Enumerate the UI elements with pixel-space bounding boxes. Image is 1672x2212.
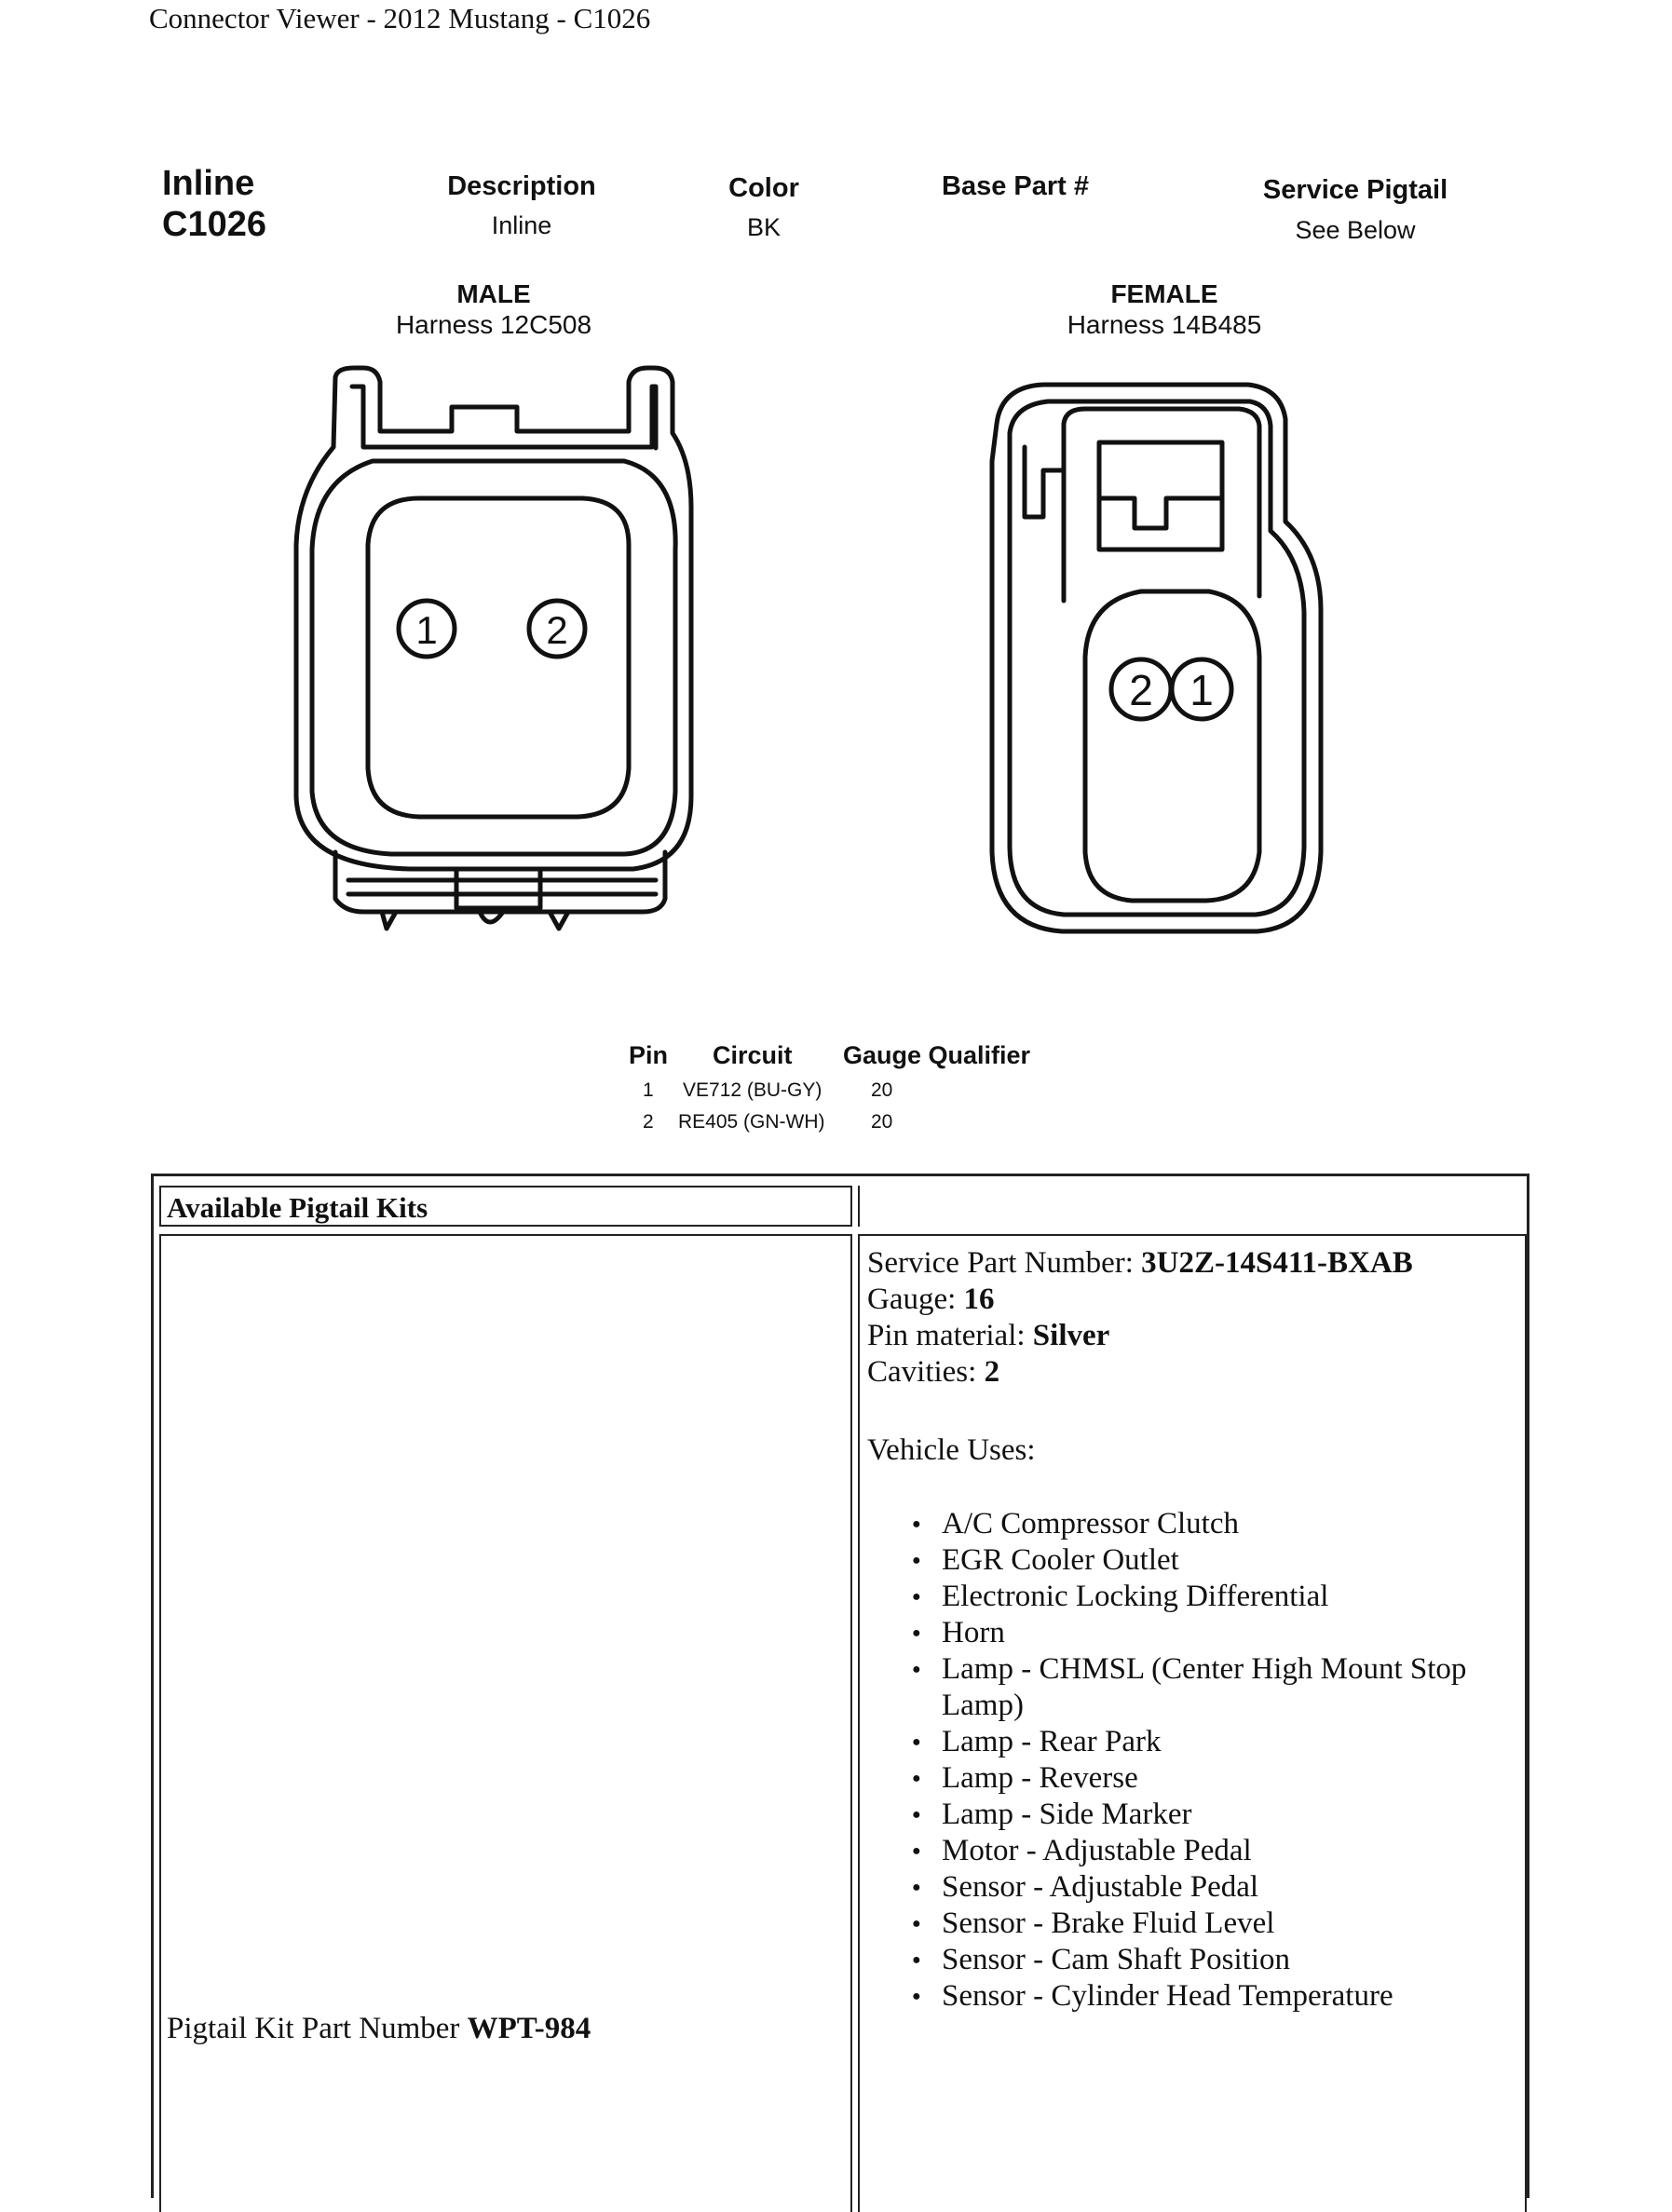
female-latch-tooth — [1099, 498, 1222, 528]
pigtail-kit-pn-value: WPT-984 — [467, 2012, 591, 2045]
list-item: ● Lamp - Rear Park — [912, 1724, 1517, 1760]
pigtail-kits-header-cell — [159, 1186, 852, 1227]
pigtail-kit-left-cell — [159, 1234, 852, 2212]
pin-row-2-circuit: RE405 (GN-WH) — [678, 1111, 825, 1133]
female-left-notch — [1025, 447, 1064, 517]
service-part-label: Service Part Number: — [867, 1246, 1142, 1280]
cavities-line — [867, 1354, 1413, 1391]
female-pin-1-label: 1 — [1189, 666, 1214, 714]
female-pin-2-label: 2 — [1129, 666, 1153, 714]
list-item: ● Lamp - Side Marker — [912, 1797, 1517, 1833]
male-label: MALE — [456, 279, 531, 308]
male-bottom-tab — [456, 869, 540, 908]
list-item: ● Sensor - Cylinder Head Temperature — [912, 1978, 1517, 2015]
male-pin-pocket — [368, 498, 629, 817]
gauge-label: Gauge: — [867, 1282, 964, 1316]
circuit-header: Circuit — [713, 1041, 793, 1069]
list-item: ● A/C Compressor Clutch — [912, 1506, 1517, 1542]
pin-row-1-gauge: 20 — [871, 1079, 893, 1101]
list-item: ● Lamp - CHMSL (Center High Mount Stop Lamp) — [912, 1651, 1517, 1724]
female-connector-diagram — [978, 368, 1332, 945]
list-item: ● EGR Cooler Outlet — [912, 1542, 1517, 1579]
list-item: ● Motor - Adjustable Pedal — [912, 1833, 1517, 1869]
pin-material-label: Pin material: — [867, 1319, 1033, 1352]
cavities-value: 2 — [984, 1355, 1000, 1389]
color-label: Color — [728, 173, 799, 203]
description-value: Inline — [491, 211, 552, 239]
male-pin-1-label: 1 — [415, 608, 438, 652]
female-pin-pocket — [1085, 591, 1259, 901]
female-latch-frame — [1064, 409, 1259, 596]
pigtail-kits-title: Available Pigtail Kits — [167, 1191, 428, 1224]
pin-material-line — [867, 1318, 1413, 1354]
pin-row-1-circuit: VE712 (BU-GY) — [683, 1079, 822, 1101]
pigtail-kit-part-number — [167, 2012, 591, 2046]
pigtail-kits-header-right-cell — [858, 1186, 1527, 1227]
list-item: ● Sensor - Brake Fluid Level — [912, 1906, 1517, 1942]
service-pigtail-value: See Below — [1295, 216, 1416, 244]
pigtail-kits-table — [151, 1174, 1529, 2198]
connector-type: Inline — [162, 164, 255, 203]
list-item: ● Sensor - Adjustable Pedal — [912, 1869, 1517, 1906]
female-harness: Harness 14B485 — [1067, 310, 1262, 339]
vehicle-uses-list — [912, 1506, 1517, 2015]
color-value: BK — [746, 213, 782, 241]
pigtail-kit-specs — [867, 1245, 1413, 1391]
gauge-value: 16 — [963, 1282, 995, 1316]
page-title: Connector Viewer - 2012 Mustang - C1026 — [149, 2, 651, 34]
connector-id: C1026 — [162, 205, 266, 244]
list-item: ● Electronic Locking Differential — [912, 1579, 1517, 1615]
pin-header: Pin — [629, 1041, 669, 1069]
female-latch-body — [1099, 470, 1222, 550]
description-label: Description — [447, 171, 596, 201]
male-harness: Harness 12C508 — [395, 310, 592, 339]
male-connector-diagram — [270, 359, 717, 955]
pigtail-kit-details-cell — [858, 1234, 1527, 2212]
gauge-qualifier-header: Gauge Qualifier — [843, 1041, 1031, 1069]
service-part-value: 3U2Z-14S411-BXAB — [1141, 1246, 1413, 1280]
pin-row-2-pin: 2 — [643, 1111, 654, 1133]
male-bottom-rails — [348, 880, 656, 894]
list-item: ● Sensor - Cam Shaft Position — [912, 1942, 1517, 1978]
list-item: ● Horn — [912, 1615, 1517, 1651]
female-latch-top — [1099, 442, 1222, 470]
base-part-label: Base Part # — [942, 171, 1089, 201]
pin-row-1-pin: 1 — [643, 1079, 654, 1101]
cavities-label: Cavities: — [867, 1355, 985, 1389]
service-part-number-line — [867, 1245, 1413, 1282]
vehicle-uses-label: Vehicle Uses: — [867, 1433, 1036, 1467]
list-item: ● Lamp - Reverse — [912, 1760, 1517, 1797]
pin-row-2-gauge: 20 — [871, 1111, 893, 1133]
female-label: FEMALE — [1110, 279, 1218, 308]
male-outer-shell — [296, 368, 691, 869]
male-pin-2-label: 2 — [546, 608, 568, 652]
pin-material-value: Silver — [1032, 1319, 1110, 1352]
pigtail-kit-pn-label: Pigtail Kit Part Number — [167, 2012, 468, 2045]
service-pigtail-label: Service Pigtail — [1262, 175, 1448, 205]
male-bottom-feet — [382, 912, 568, 929]
gauge-line — [867, 1282, 1413, 1318]
male-latch-outline — [352, 387, 656, 448]
